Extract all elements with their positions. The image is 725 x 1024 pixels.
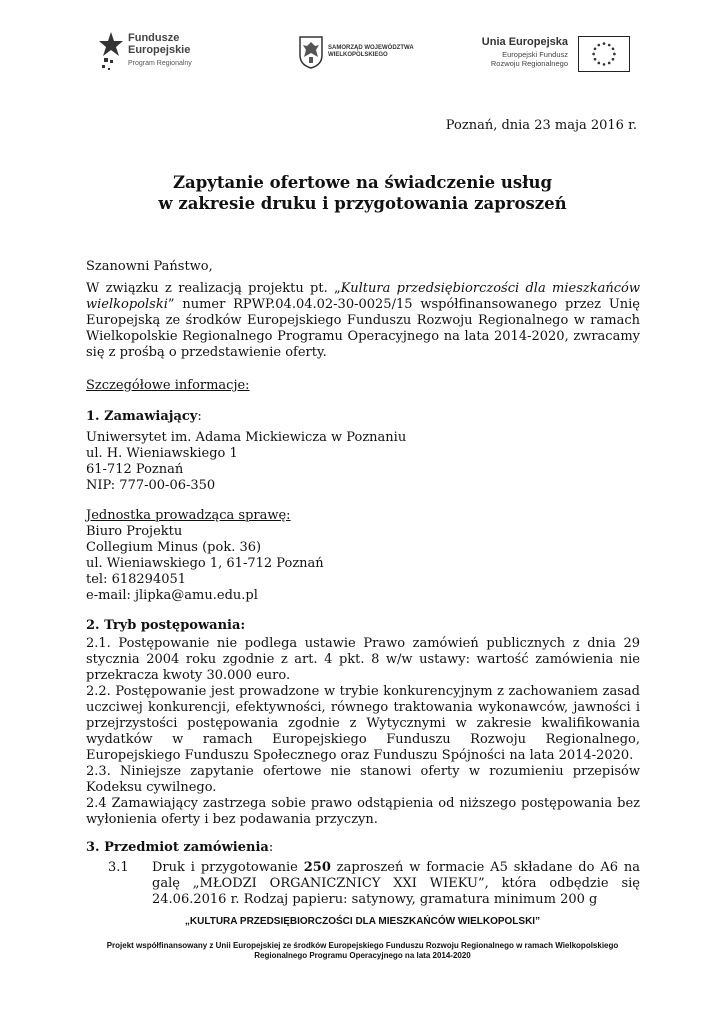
eagle-crest-icon [298, 35, 324, 69]
section2-point: 2.4 Zamawiający zastrzega sobie prawo odstąpienia od niższego postępowania bez wyłonienia oferty i bez podawania przyczyn. [86, 796, 640, 827]
section2-heading: 2. Tryb postępowania: [86, 618, 246, 633]
order-item-after: zaproszeń w formacie A5 składane do A6 na galę „MŁODZI ORGANICZNICY XXI WIEKU”, która odbędzie się 24.06.2016 r. Rodzaj papieru: satynowy, gramatura minimum 200 g [152, 860, 640, 907]
intro-after: ” numer RPWP.04.04.02-30-0025/15 współfinansowanego przez Unię Europejską ze środków Europejskiego Funduszu Rozwoju Regionalnego w ramach Wielkopolskie Regionalnego Programu Operacyjnego na lata 2014-2020, zwracamy się z prośbą o przedstawienie oferty. [86, 297, 640, 360]
unit-line: Biuro Projektu [86, 524, 183, 539]
section1-colon: : [197, 409, 202, 424]
authority-line: 61-712 Poznań [86, 462, 184, 477]
title-line2: w zakresie druku i przygotowania zaproszeń [158, 194, 567, 213]
section1-heading-text: 1. Zamawiający [86, 409, 198, 424]
section2-point: 2.2. Postępowanie jest prowadzone w trybie konkurencyjnym z zachowaniem zasad uczciwej konkurencji, efektywności, równego traktowania wykonawców, jawności i przejrzystości postępowania zgodnie z Wytycznymi w zakresie kwalifikowania wydatków w ramach Europejskiego Funduszu Rozwoju Regionalnego, Europejskiego Funduszu Społecznego oraz Funduszu Spójności na lata 2014-2020. [86, 684, 640, 763]
document-title [0, 172, 725, 214]
title-line1: Zapytanie ofertowe na świadczenie usług [172, 173, 553, 192]
greeting: Szanowni Państwo, [86, 259, 213, 274]
authority-line: NIP: 777-00-06-350 [86, 478, 216, 493]
ue-subtitle-line1: Europejski Fundusz [502, 50, 568, 59]
authority-line: ul. H. Wieniawskiego 1 [86, 446, 238, 461]
project-name: Kultura przedsiębiorczości dla mieszkańców wielkopolski [86, 281, 640, 312]
section3-heading-text: 3. Przedmiot zamówienia [86, 840, 269, 855]
intro-paragraph [86, 281, 640, 361]
ue-subtitle-line2: Rozwoju Regionalnego [490, 59, 568, 68]
fe-subtitle: Program Regionalny [128, 60, 192, 67]
unit-line: ul. Wieniawskiego 1, 61-712 Poznań [86, 556, 324, 571]
unia-europejska-logo [478, 36, 630, 76]
unit-heading: Jednostka prowadząca sprawę: [86, 508, 291, 523]
order-item-quantity: 250 [303, 860, 331, 875]
details-heading: Szczegółowe informacje: [86, 378, 250, 393]
footer-project-title: „KULTURA PRZEDSIĘBIORCZOŚCI DLA MIESZKAŃCÓW WIELKOPOLSKI” [184, 916, 541, 927]
fe-title-line1: Fundusze [128, 32, 180, 44]
section2-point: 2.1. Postępowanie nie podlega ustawie Prawo zamówień publicznych z dnia 29 stycznia 2004 roku zgodnie z art. 4 pkt. 8 w/w ustawy: wartość zamówienia nie przekracza kwoty 30.000 euro. [86, 636, 640, 683]
fe-title-line2: Europejskie [128, 44, 191, 56]
order-item-before: Druk i przygotowanie [152, 860, 304, 875]
section3-heading [86, 840, 640, 856]
document-date: Poznań, dnia 23 maja 2016 r. [445, 118, 637, 133]
order-item-text [152, 860, 640, 908]
eu-flag-icon [578, 36, 630, 72]
samorzad-line1: SAMORZĄD WOJEWÓDZTWA [328, 45, 414, 51]
section2-point: 2.3. Niniejsze zapytanie ofertowe nie stanowi oferty w rozumieniu przepisów Kodeksu cywilnego. [86, 764, 640, 795]
intro-before: W związku z realizacją projektu pt. „ [86, 281, 341, 296]
ue-subtitle [491, 50, 568, 68]
section2-body [86, 636, 640, 828]
section1-heading [86, 409, 640, 425]
samorzad-text [328, 45, 414, 59]
fundusze-europejskie-logo [98, 30, 228, 76]
samorzad-logo [298, 35, 428, 71]
footer-funding-note: Projekt współfinansowany z Unii Europejskiej ze środków Europejskiego Funduszu Rozwoju Regionalnego w ramach Wielkopolskiego Regionalnego Programu Operacyjnego na lata 2014-2020 [106, 941, 619, 960]
unit-line: Collegium Minus (pok. 36) [86, 540, 262, 555]
eu-funds-star-icon [98, 30, 124, 76]
order-item-number: 3.1 [108, 860, 129, 875]
unit-block [86, 508, 640, 604]
ue-title: Unia Europejska [481, 36, 568, 48]
authority-line: Uniwersytet im. Adama Mickiewicza w Poznaniu [86, 430, 407, 445]
samorzad-line2: WIELKOPOLSKIEGO [328, 52, 388, 58]
unit-line: e-mail: jlipka@amu.edu.pl [86, 588, 258, 603]
unit-line: tel: 618294051 [86, 572, 187, 587]
contracting-authority-block [86, 430, 640, 494]
section3-colon: : [268, 840, 274, 855]
